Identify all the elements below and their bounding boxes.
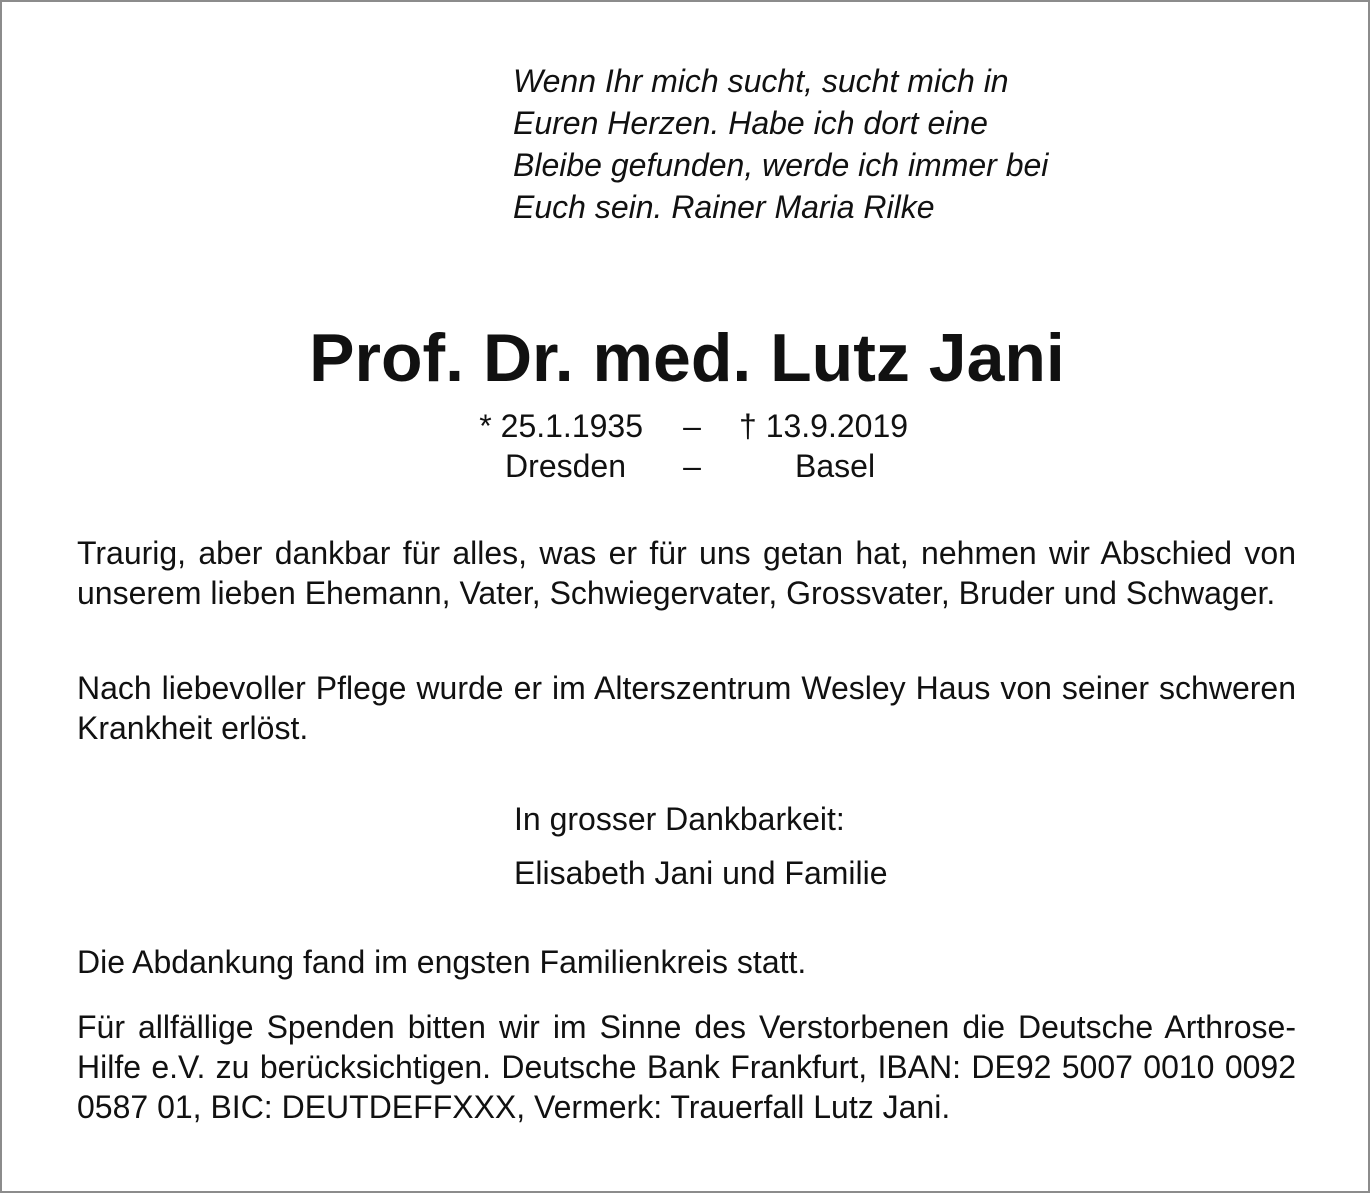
gratitude-line: In grosser Dankbarkeit: — [514, 801, 845, 837]
donations-paragraph: Für allfällige Spenden bitten wir im Sinne des Verstorbenen die Deutsche Arthrose-Hilfe e.V. zu berücksichtigen. Deutsche Bank Frankfurt, IBAN: DE92 5007 0010 0092 0587 01, BIC: DEUTDEFFXXX, Vermerk: Trauerfall Lutz Jani. — [77, 1009, 1296, 1125]
deceased-name: Prof. Dr. med. Lutz Jani — [309, 320, 1065, 396]
poem — [513, 60, 1069, 228]
date-separator: – — [683, 408, 701, 444]
family-signature: Elisabeth Jani und Familie — [514, 855, 888, 891]
death-place: Basel — [795, 448, 876, 484]
birth-place: Dresden — [505, 448, 626, 484]
poem-line: Wenn Ihr mich sucht, — [513, 63, 813, 99]
care-paragraph: Nach liebevoller Pflege wurde er im Alterszentrum Wesley Haus von seiner schweren Krankheit erlöst. — [77, 670, 1296, 746]
dates-row — [2, 406, 1370, 446]
birth-date: * 25.1.1935 — [479, 408, 643, 444]
poem-line: sucht mich in Euren Herzen. — [513, 63, 1009, 141]
life-dates — [2, 406, 1370, 486]
places-row — [2, 446, 1370, 486]
death-date: † 13.9.2019 — [739, 408, 909, 444]
poem-line: Habe ich dort eine Bleibe gefunden, — [513, 105, 988, 183]
place-separator: – — [683, 448, 701, 484]
ceremony-paragraph: Die Abdankung fand im engsten Familienkreis statt. — [77, 944, 807, 980]
farewell-paragraph: Traurig, aber dankbar für alles, was er für uns getan hat, nehmen wir Abschied von unserem lieben Ehemann, Vater, Schwiegervater, Grossvater, Bruder und Schwager. — [77, 535, 1296, 611]
poem-line: werde ich immer bei Euch sein. — [513, 147, 1049, 225]
poem-author: Rainer Maria Rilke — [671, 189, 935, 225]
